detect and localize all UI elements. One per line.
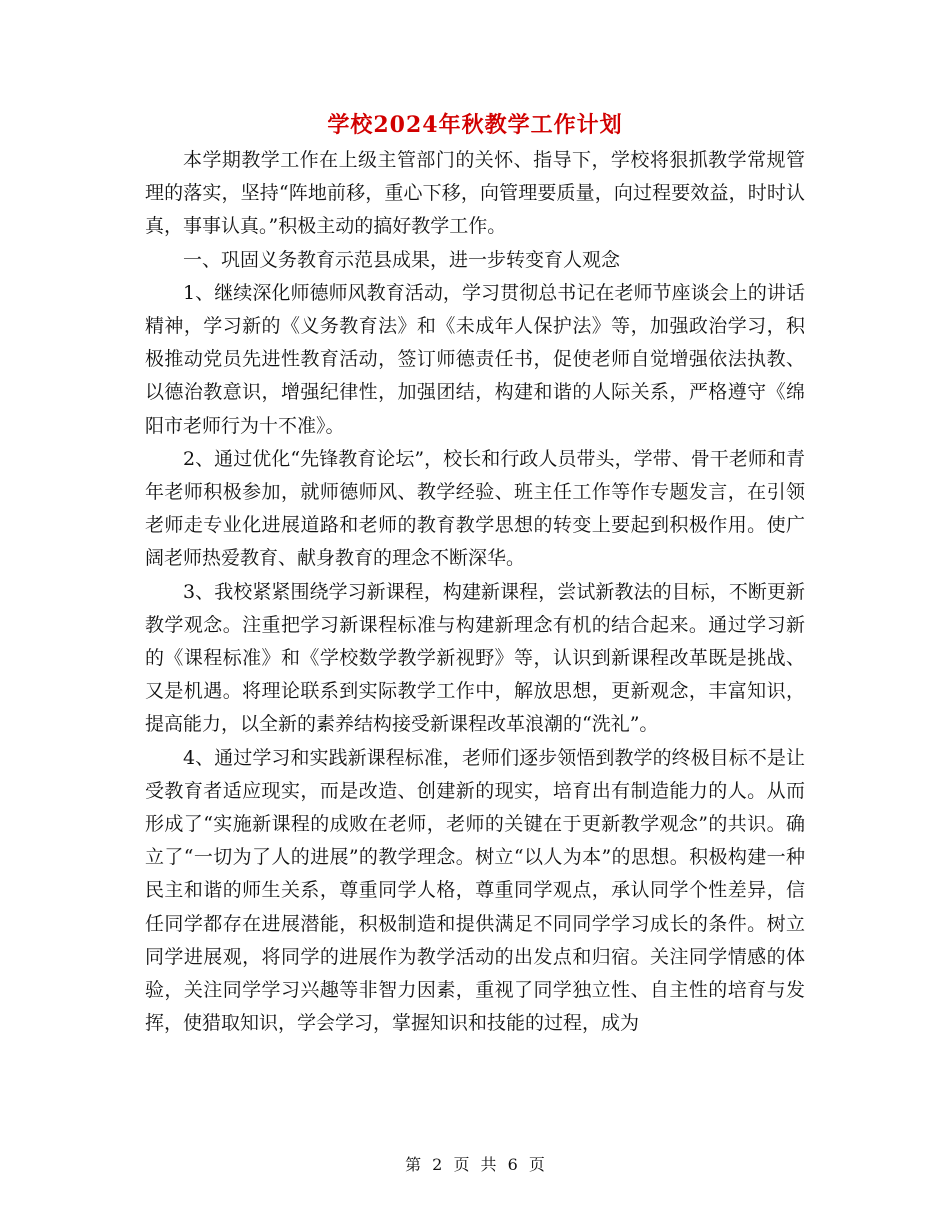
- paragraph-item-2: 2、通过优化“先锋教育论坛”，校长和行政人员带头，学带、骨干老师和青年老师积极参加，就师德师风、教学经验、班主任工作等作专题发言，在引领老师走专业化进展道路和老师的教育教学思想的转变上要起到积极作用。使广阔老师热爱教育、献身教育的理念不断深华。: [145, 447, 805, 570]
- paragraph-intro: 本学期教学工作在上级主管部门的关怀、指导下，学校将狠抓教学常规管理的落实，坚持“阵地前移，重心下移，向管理要质量，向过程要效益，时时认真，事事认真。”积极主动的搞好教学工作。: [145, 149, 805, 238]
- page-number-footer: 第 2 页 共 6 页: [405, 1155, 545, 1174]
- section-heading: 一、巩固义务教育示范县成果，进一步转变育人观念: [183, 248, 621, 271]
- paragraph-item-3: 3、我校紧紧围绕学习新课程，构建新课程，尝试新教法的目标，不断更新教学观念。注重把学习新课程标准与构建新理念有机的结合起来。通过学习新的《课程标准》和《学校数学教学新视野》等，认识到新课程改革既是挑战、又是机遇。将理论联系到实际教学工作中，解放思想，更新观念，丰富知识，提高能力，以全新的素养结构接受新课程改革浪潮的“洗礼”。: [145, 580, 805, 736]
- paragraph-item-1: 1、继续深化师德师风教育活动，学习贯彻总书记在老师节座谈会上的讲话精神，学习新的《义务教育法》和《未成年人保护法》等，加强政治学习，积极推动党员先进性教育活动，签订师德责任书，促使老师自觉增强依法执教、以德治教意识，增强纪律性，加强团结，构建和谐的人际关系，严格遵守《绵阳市老师行为十不准》。: [145, 281, 805, 437]
- paragraph-item-4: 4、通过学习和实践新课程标准，老师们逐步领悟到教学的终极目标不是让受教育者适应现实，而是改造、创建新的现实，培育出有制造能力的人。从而形成了“实施新课程的成败在老师，老师的关键在于更新教学观念”的共识。确立了“一切为了人的进展”的教学理念。树立“以人为本”的思想。积极构建一种民主和谐的师生关系，尊重同学人格，尊重同学观点，承认同学个性差异，信任同学都存在进展潜能，积极制造和提供满足不同同学学习成长的条件。树立同学进展观，将同学的进展作为教学活动的出发点和归宿。关注同学情感的体验，关注同学学习兴趣等非智力因素，重视了同学独立性、自主性的培育与发挥，使猎取知识，学会学习，掌握知识和技能的过程，成为: [145, 746, 805, 1035]
- document-body: [145, 144, 805, 1040]
- document-title: 学校2024年秋教学工作计划: [327, 112, 623, 138]
